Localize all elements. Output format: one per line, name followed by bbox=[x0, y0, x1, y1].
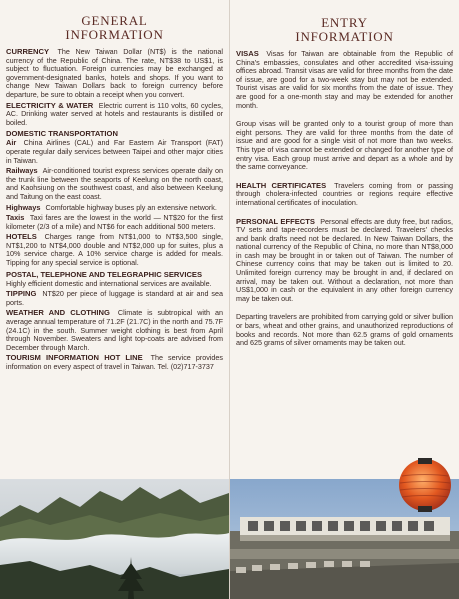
hotels-section bbox=[6, 233, 223, 267]
railways-section bbox=[6, 167, 223, 201]
electricity-heading: ELECTRICITY & WATER bbox=[6, 100, 94, 110]
health-heading: HEALTH CERTIFICATES bbox=[236, 180, 327, 190]
group-visas-text: Group visas will be granted only to a tourist group of more than eight persons. They are valid for three months from the date of issue and are good for a single visit of not more than two weeks. This type of visa cannot be extended or changed for another type of entry visa. Each group must arrive and depart as a whole and by the same conveyance. bbox=[236, 119, 453, 172]
personal-effects-text: Personal effects are duty free, but radios, TV sets and tape-recorders must be declared. Travelers' checks and bank drafts need not be declared. In New Taiwan Dollars, the national currency of the Republic of China, no more than NT$8,000 in cash may be brought in or taken out of Taiwan. The number of Chinese currency coins that may be taken out is limited to 20. Unlimited foreign currency may be brought in and, if declared on arrival, may be taken out. Without a declaration, not more than US$1,000 in cash or the equivalent in any other foreign currency may be taken out. bbox=[236, 216, 454, 303]
entry-information-column bbox=[236, 16, 453, 358]
railways-heading: Railways bbox=[6, 166, 38, 176]
air-text: China Airlines (CAL) and Far Eastern Air Transport (FAT) operate regular daily services between Taipei and other major cities in Taiwan. bbox=[6, 138, 224, 165]
visas-text: Visas for Taiwan are obtainable from the Republic of China's embassies, consulates and other accredited visa-issuing offices abroad. Transit visas are valid for three months from the date of issue, are good for a two-week stay but may not be extended. Tourist visas are valid for six months from the date of issue. They are good for a one-month stay and may be extended for another month. bbox=[236, 49, 453, 110]
air-heading: Air bbox=[6, 138, 17, 148]
taxis-heading: Taxis bbox=[6, 213, 25, 223]
air-section bbox=[6, 139, 223, 165]
electricity-section bbox=[6, 102, 223, 128]
hotline-text: The service provides information on every aspect of travel in Taiwan. Tel. (02)717-3737 bbox=[6, 353, 224, 371]
entry-information-title bbox=[236, 16, 453, 44]
currency-text: The New Taiwan Dollar (NT$) is the national currency of the Republic of China. The rate, NT$38 to US$1, is subject to fluctuation. Foreign currencies may be exchanged at government-designated banks, hotels and shops. If you want to change New Taiwan Dollars back to foreign currency before departure, be sure to obtain a receipt when you convert. bbox=[6, 47, 224, 99]
taxis-text: Taxi fares are the lowest in the world — NT$20 for the first kilometer (2/3 of a mile) and NT$6 for each additional 500 meters. bbox=[6, 213, 223, 231]
postal-heading: POSTAL, TELEPHONE AND TELEGRAPHIC SERVICES bbox=[6, 269, 203, 279]
tipping-text: NT$20 per piece of luggage is standard at air and sea ports. bbox=[6, 289, 224, 307]
general-information-title bbox=[6, 14, 223, 42]
tipping-heading: TIPPING bbox=[6, 289, 37, 299]
personal-effects-heading: PERSONAL EFFECTS bbox=[236, 216, 315, 226]
postal-text: Highly efficient domestic and international services are available. bbox=[6, 278, 212, 288]
general-information-column bbox=[6, 14, 223, 374]
tipping-section bbox=[6, 290, 223, 307]
hotels-text: Charges range from NT$1,000 to NT$3,500 single, NT$1,200 to NT$4,000 double and NT$2,000 up for suites, plus a 10% service charge. A 10% service charge is added for meals. Tipping for any special service is optional. bbox=[6, 232, 223, 268]
health-section bbox=[236, 182, 453, 208]
title-line-1: GENERAL bbox=[81, 13, 148, 28]
weather-section bbox=[6, 309, 223, 352]
hotline-heading: TOURISM INFORMATION HOT LINE bbox=[6, 353, 143, 363]
personal-effects-section bbox=[236, 218, 453, 304]
weather-heading: WEATHER AND CLOTHING bbox=[6, 308, 110, 318]
paper-lantern-icon bbox=[394, 454, 456, 516]
electricity-text: Electric current is 110 volts, 60 cycles, AC. Drinking water served at hotels and restaurants is distilled or boiled. bbox=[6, 100, 223, 127]
health-text: Travelers coming from or passing through cholera-infected countries or regions require effective international certificates of inoculation. bbox=[236, 180, 453, 207]
title-line-2: INFORMATION bbox=[295, 29, 394, 44]
currency-section bbox=[6, 48, 223, 100]
departing-text: Departing travelers are prohibited from carrying gold or silver bullion or bars, wheat and other grains, and unauthorized reproductions of books and records. Not more than 62.5 grams of gold ornaments and 625 grams of silver ornaments may be taken out. bbox=[236, 312, 453, 348]
highways-text: Comfortable highway buses ply an extensive network. bbox=[45, 202, 217, 212]
hotline-section bbox=[6, 354, 223, 371]
taxis-section bbox=[6, 214, 223, 231]
railways-text: Air-conditioned tourist express services operate daily on the trunk line between the seaports of Keelung on the north coast, and Kaohsiung on the southwest coast, and also between Keelung and Taitung on the east coast. bbox=[6, 166, 223, 201]
currency-heading: CURRENCY bbox=[6, 47, 50, 56]
mountain-clouds-photo bbox=[0, 479, 229, 599]
title-line-2: INFORMATION bbox=[65, 27, 164, 42]
transport-heading: DOMESTIC TRANSPORTATION bbox=[6, 129, 118, 139]
highways-section bbox=[6, 204, 223, 213]
visas-section bbox=[236, 50, 453, 110]
hotels-heading: HOTELS bbox=[6, 232, 37, 242]
visas-heading: VISAS bbox=[236, 49, 259, 58]
title-line-1: ENTRY bbox=[321, 15, 368, 30]
highways-heading: Highways bbox=[6, 202, 41, 212]
weather-text: Climate is subtropical with an average annual temperature of 71.2F (21.7C) in the north and 75.7F (24.1C) in the south. Summer weight clothing is best from April through November. Sweaters and light top-coats are advised from December through March. bbox=[6, 308, 224, 352]
